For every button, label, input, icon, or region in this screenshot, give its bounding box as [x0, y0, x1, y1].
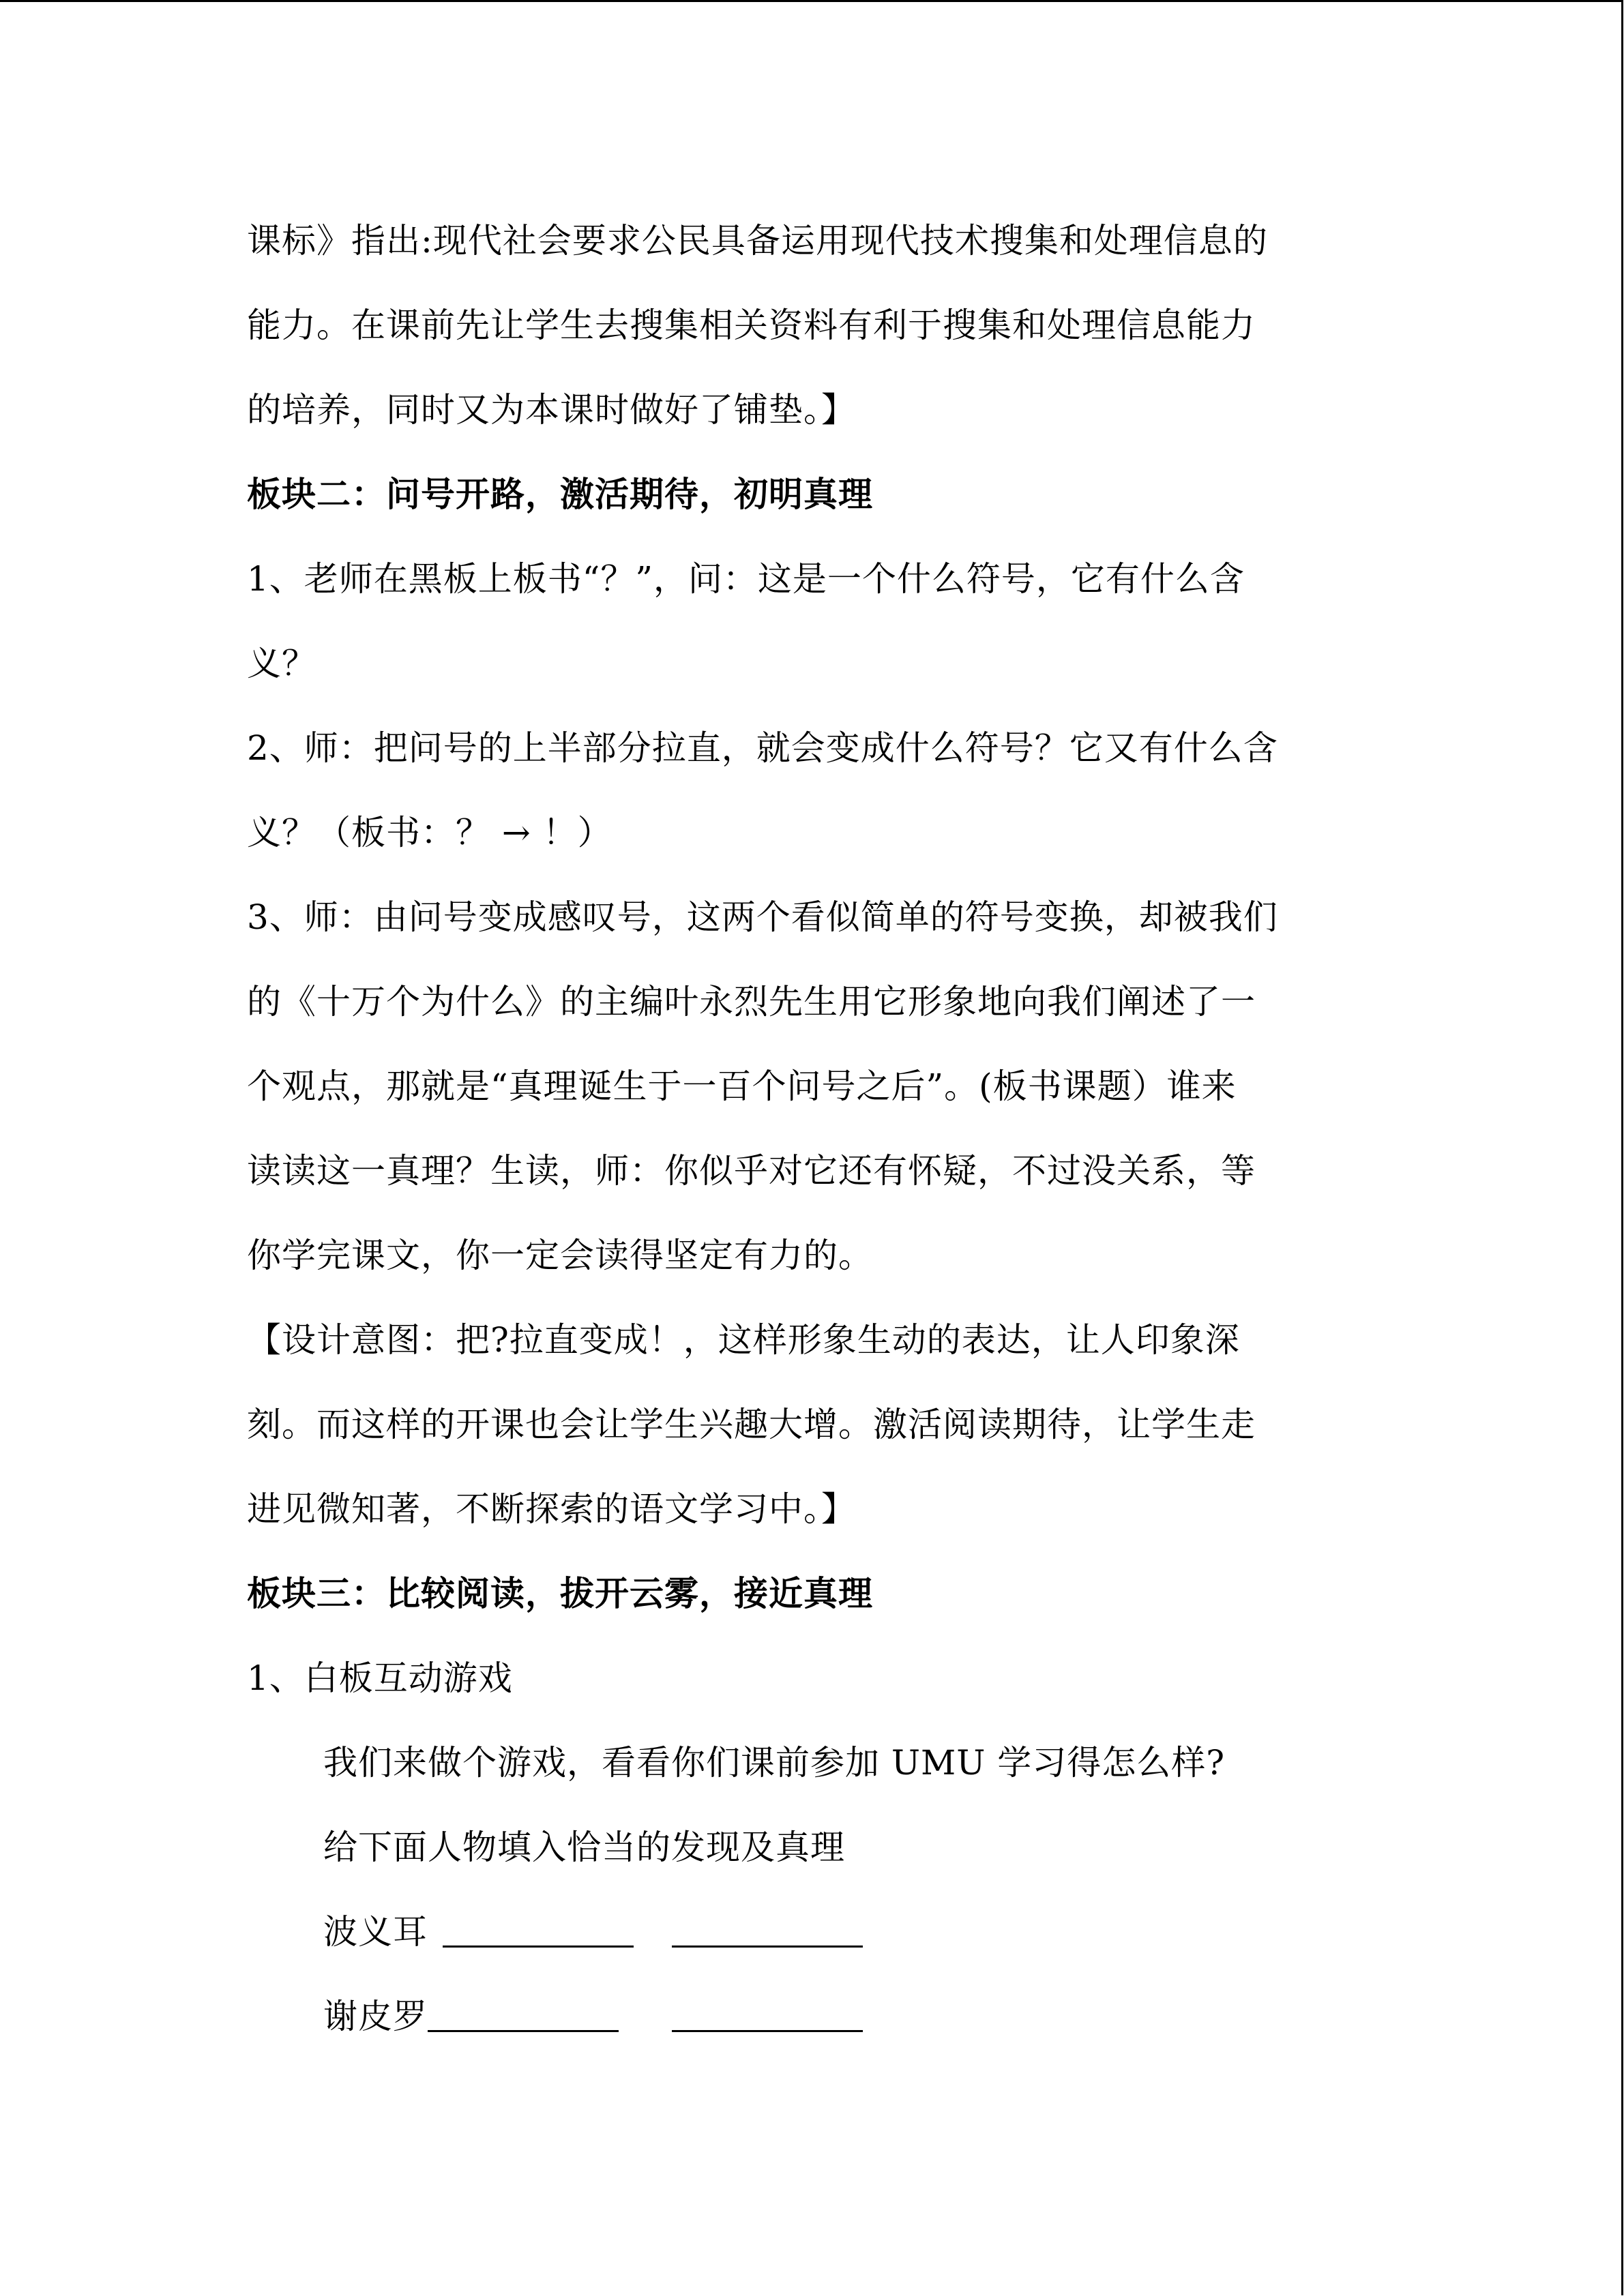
person-name: 波义耳 [323, 1912, 428, 1952]
section-heading-3: 板块三：比较阅读，拔开云雾，接近真理 [247, 1573, 873, 1613]
design-intent-line: 【设计意图：把?拉直变成！，这样形象生动的表达，让人印象深 [247, 1320, 1240, 1360]
paragraph-line: 能力。在课前先让学生去搜集相关资料有利于搜集和处理信息能力 [247, 305, 1256, 345]
paragraph-line: 你学完课文，你一定会读得坚定有力的。 [247, 1236, 873, 1275]
paragraph-line: 的《十万个为什么》的主编叶永烈先生用它形象地向我们阐述了一 [247, 982, 1256, 1022]
paragraph-line: 2、师：把问号的上半部分拉直，就会变成什么符号？它又有什么含 [247, 728, 1278, 768]
paragraph-line: 3、师：由问号变成感叹号，这两个看似简单的符号变换，却被我们 [247, 897, 1278, 937]
paragraph-line: 1、老师在黑板上板书“？”，问：这是一个什么符号，它有什么含 [247, 559, 1245, 599]
paragraph-line: 个观点，那就是“真理诞生于一百个问号之后”。(板书课题）谁来 [247, 1067, 1237, 1106]
fill-blank[interactable] [428, 1996, 619, 2032]
page-content [247, 198, 1383, 2059]
paragraph-line: 读读这一真理？生读，师：你似乎对它还有怀疑，不过没关系，等 [247, 1151, 1256, 1191]
person-name: 谢皮罗 [323, 1997, 428, 2036]
fill-blank[interactable] [672, 1996, 863, 2032]
paragraph-line: 义？（板书：？ → ！） [247, 813, 612, 852]
paragraph-line: 课标》指出:现代社会要求公民具备运用现代技术搜集和处理信息的 [247, 221, 1268, 260]
fill-row [247, 1890, 1383, 1974]
design-intent-line: 进见微知著，不断探索的语文学习中。】 [247, 1489, 856, 1529]
paragraph-line: 1、白板互动游戏 [247, 1658, 513, 1698]
paragraph-line: 的培养，同时又为本课时做好了铺垫。】 [247, 390, 856, 430]
indented-line: 给下面人物填入恰当的发现及真理 [323, 1828, 845, 1867]
indented-line: 我们来做个游戏，看看你们课前参加 UMU 学习得怎么样? [323, 1743, 1226, 1783]
design-intent-line: 刻。而这样的开课也会让学生兴趣大增。激活阅读期待，让学生走 [247, 1405, 1256, 1444]
fill-row [247, 1974, 1383, 2059]
paragraph-line: 义？ [247, 644, 316, 683]
fill-blank[interactable] [672, 1911, 863, 1948]
section-heading-2: 板块二：问号开路，激活期待，初明真理 [247, 474, 873, 514]
fill-blank[interactable] [443, 1911, 634, 1948]
